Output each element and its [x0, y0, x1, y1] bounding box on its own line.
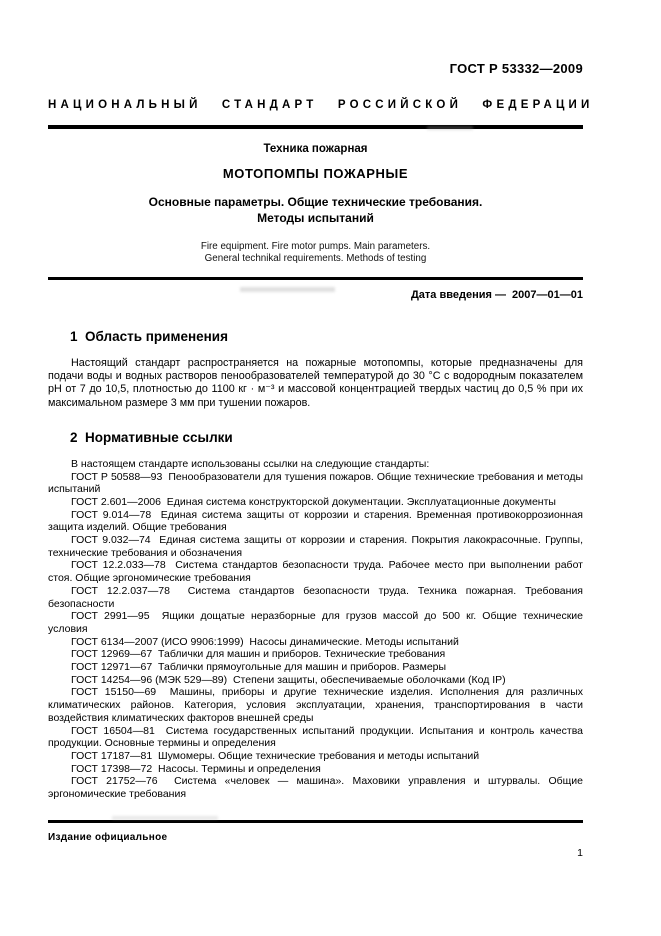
scan-artifact — [240, 287, 335, 292]
reference-item: ГОСТ 21752—76 Система «человек — машина». Маховики управления и штурвалы. Общие эргономические требования — [48, 775, 583, 801]
reference-item: ГОСТ 2.601—2006 Единая система конструкторской документации. Эксплуатационные документы — [71, 495, 556, 508]
reference-item: ГОСТ 12969—67 Таблички для машин и приборов. Технические требования — [71, 648, 446, 661]
edition-note: Издание официальное — [48, 832, 168, 843]
reference-item: ГОСТ 15150—69 Машины, приборы и другие технические изделия. Исполнения для различных климатических районов. Категория, условия эксплуатации, хранения, транспортирования в части воздействия климатических факторов внешней среды — [48, 686, 583, 724]
section-1-body: Настоящий стандарт распространяется на пожарные мотопомпы, которые предназначены для подачи воды и водных растворов пенообразователей температурой до 30 °С с водородным показателем рН от 7 до 10,5, плотностью до 1100 кг · м⁻³ и массовой концентрацией твердых частиц до 0,5 % при их максимальном размере 3 мм при тушении пожаров. — [48, 357, 583, 409]
document-subtitle — [48, 194, 583, 226]
page-footer — [48, 820, 583, 859]
reference-item: ГОСТ 9.032—74 Единая система защиты от коррозии и старения. Покрытия лакокрасочные. Группы, технические требования и обозначения — [48, 534, 583, 559]
reference-item: ГОСТ 16504—81 Система государственных испытаний продукции. Испытания и контроль качества продукции. Основные термины и определения — [48, 724, 583, 750]
doc-number: ГОСТ Р 53332—2009 — [449, 61, 583, 76]
reference-item: ГОСТ 6134—2007 (ИСО 9906:1999) Насосы динамические. Методы испытаний — [71, 635, 459, 648]
document-title: МОТОПОМПЫ ПОЖАРНЫЕ — [222, 166, 409, 181]
title-block-rule — [48, 277, 583, 280]
reference-item: ГОСТ 12971—67 Таблички прямоугольные для машин и приборов. Размеры — [71, 661, 447, 674]
reference-item: ГОСТ 12.2.033—78 Система стандартов безопасности труда. Рабочее место при выполнении работ стоя. Общие эргономические требования — [48, 559, 583, 585]
subtitle-line-2: Методы испытаний — [257, 211, 374, 225]
reference-item: ГОСТ Р 50588—93 Пенообразователи для тушения пожаров. Общие технические требования и методы испытаний — [48, 470, 583, 496]
reference-item: ГОСТ 12.2.037—78 Система стандартов безопасности труда. Техника пожарная. Требования безопасности — [48, 584, 583, 610]
scan-artifact — [427, 126, 473, 130]
subtitle-line-1: Основные параметры. Общие технические требования. — [148, 195, 483, 209]
section-2-heading: 2 Нормативные ссылки — [70, 429, 233, 445]
section-1-heading: 1 Область применения — [70, 329, 228, 344]
header-rule — [48, 125, 583, 129]
scan-artifact — [112, 816, 218, 820]
title-english-line-1: Fire equipment. Fire motor pumps. Main parameters. — [200, 241, 431, 252]
reference-item: ГОСТ 9.014—78 Единая система защиты от коррозии и старения. Временная противокоррозионная защита изделий. Общие требования — [48, 508, 583, 534]
footer-rule — [48, 820, 583, 823]
title-english — [48, 241, 583, 264]
reference-item: ГОСТ 2991—95 Ящики дощатые неразборные для грузов массой до 500 кг. Общие технические условия — [48, 610, 583, 635]
reference-item: ГОСТ 17398—72 Насосы. Термины и определения — [71, 762, 321, 775]
title-english-line-2: General technikal requirements. Methods of testing — [204, 252, 427, 264]
reference-item: ГОСТ 17187—81 Шумомеры. Общие технические требования и методы испытаний — [71, 749, 480, 762]
references-intro: В настоящем стандарте использованы ссылки на следующие стандарты: — [71, 457, 430, 470]
reference-item: ГОСТ 14254—96 (МЭК 529—89) Степени защиты, обеспечиваемые оболочками (Код IP) — [71, 673, 506, 686]
effective-date: Дата введения — 2007—01—01 — [410, 289, 583, 301]
subject-group: Техника пожарная — [263, 143, 368, 155]
references-list — [48, 458, 583, 801]
page-number: 1 — [577, 847, 583, 859]
standard-type-line: НАЦИОНАЛЬНЫЙ СТАНДАРТ РОССИЙСКОЙ ФЕДЕРАЦИИ — [48, 99, 594, 111]
